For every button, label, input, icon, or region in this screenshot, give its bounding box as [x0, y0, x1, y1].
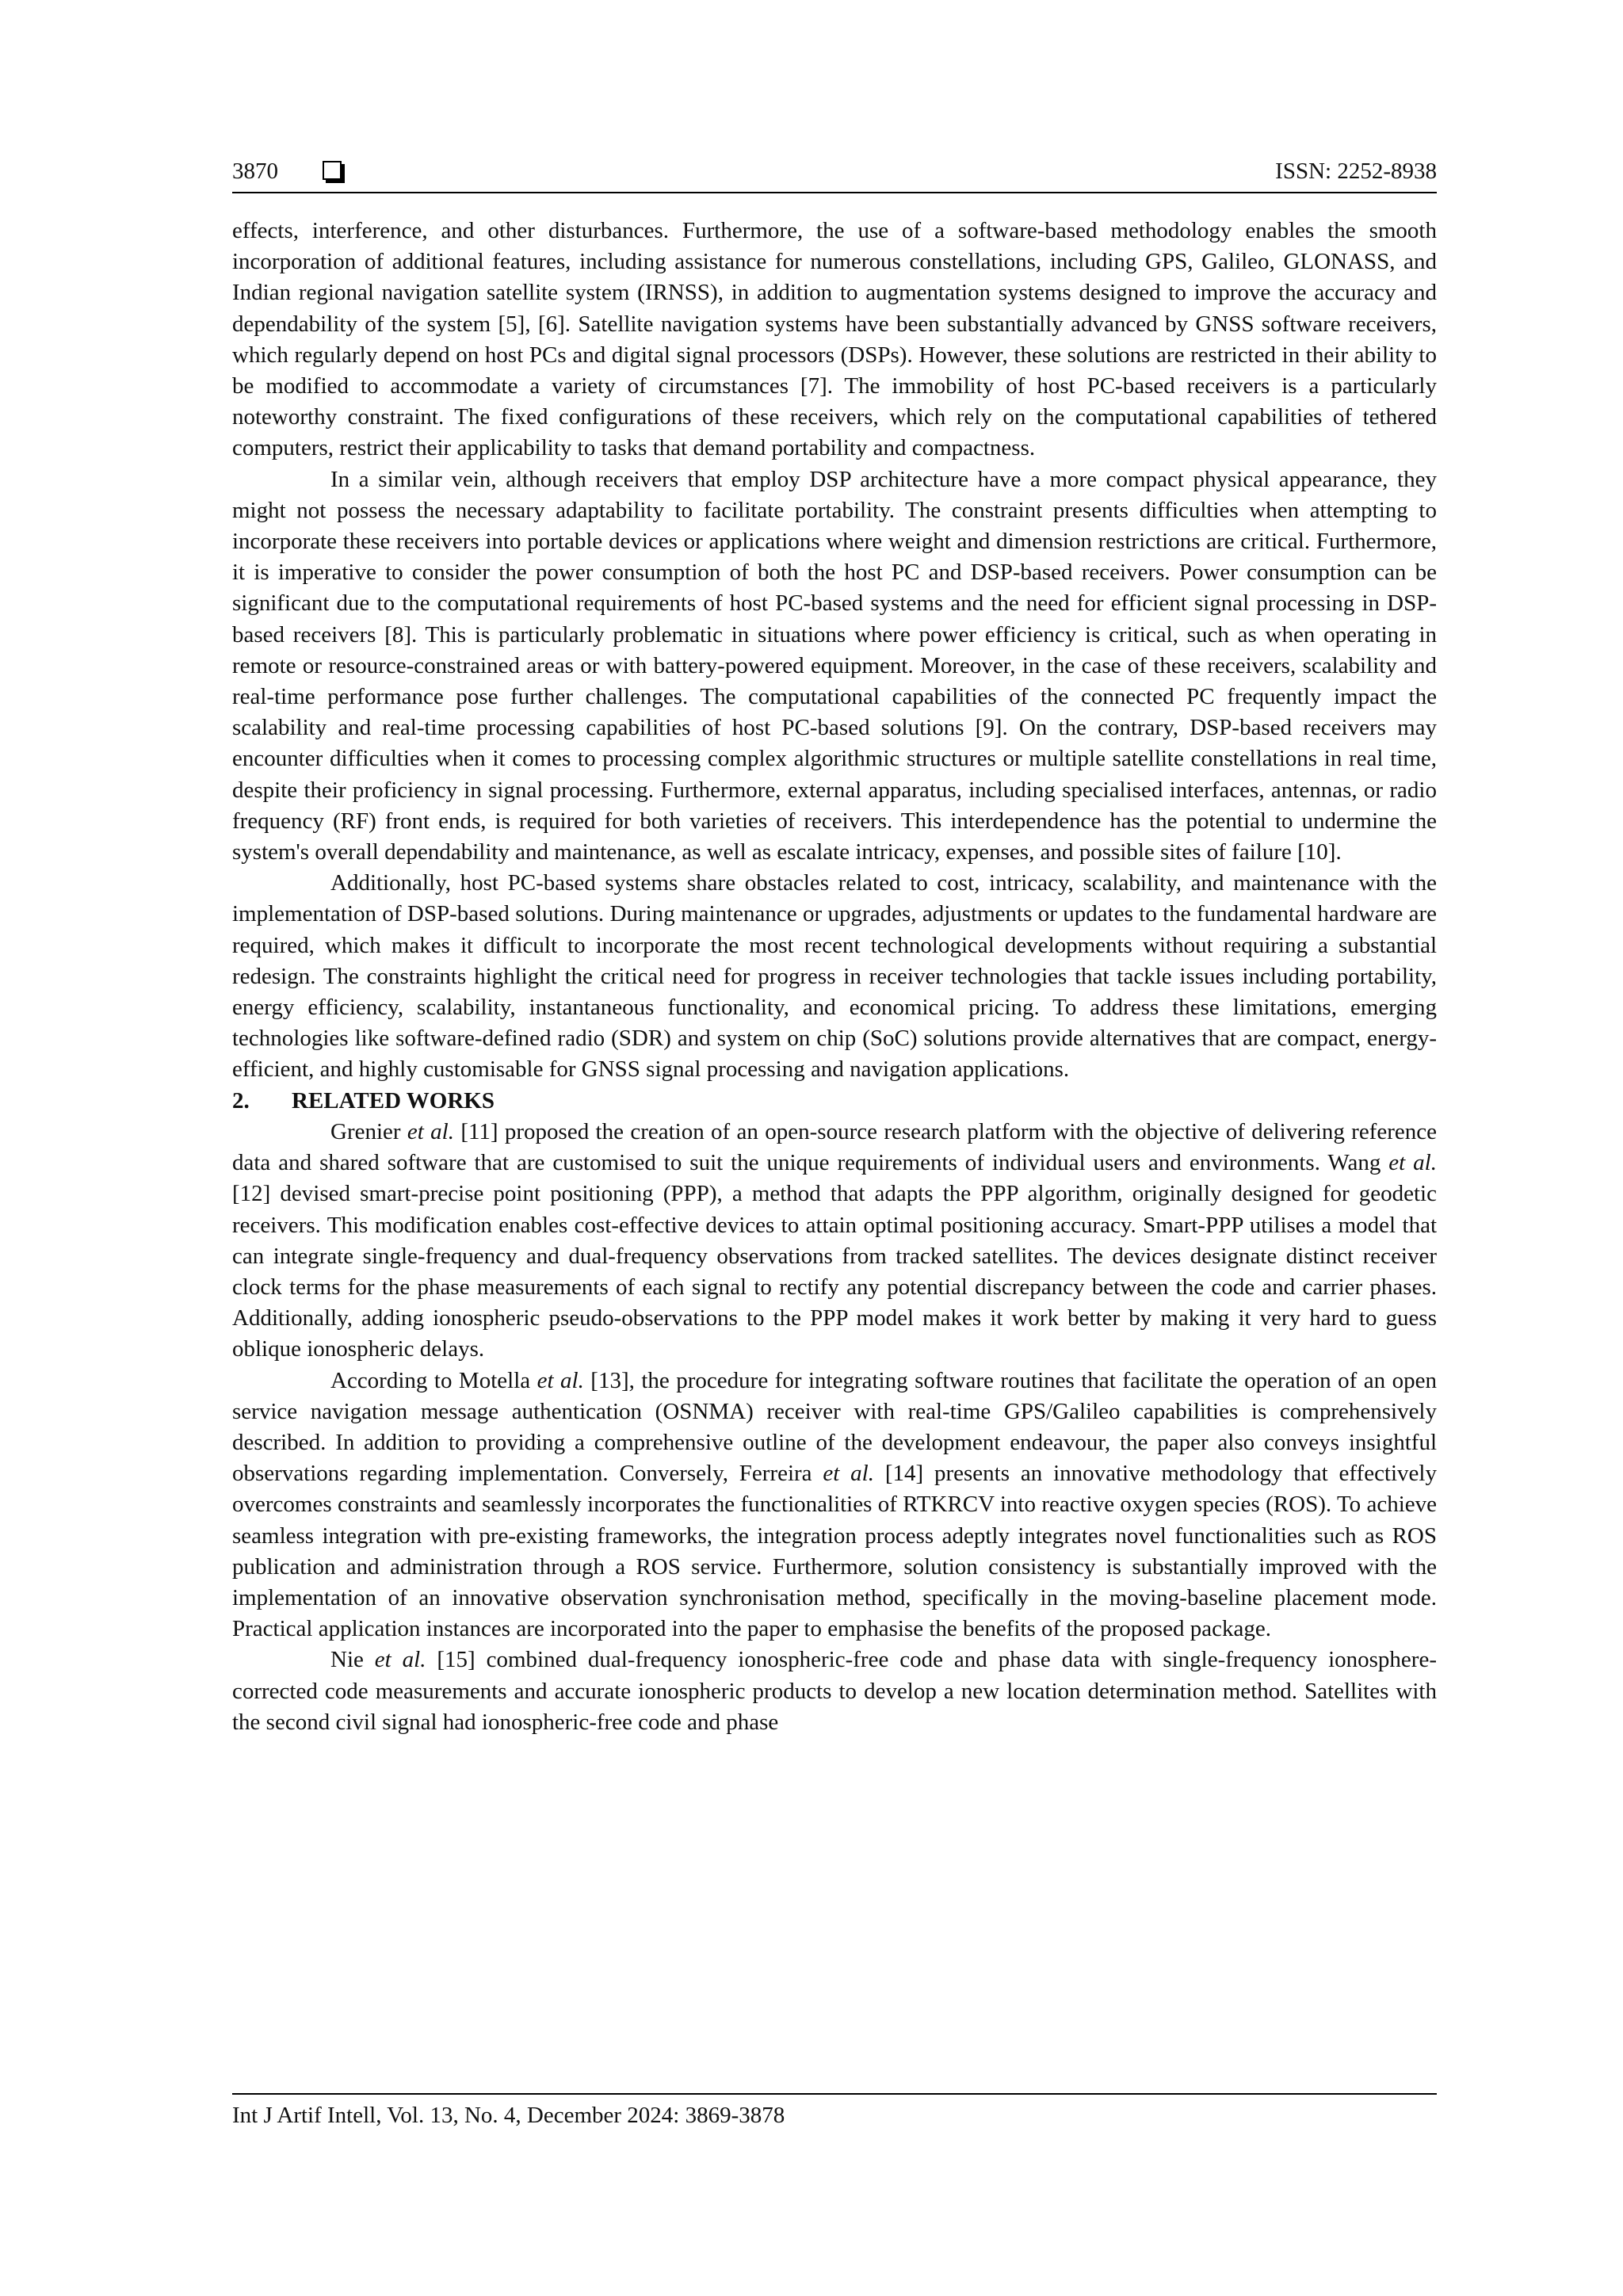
paragraph-2: In a similar vein, although receivers that employ DSP architecture have a more compact physical appearance, they might not possess the necessary adaptability to facilitate portability. The constraint presents difficulties when attempting to incorporate these receivers into portable devices or applications where weight and dimension restrictions are critical. Furthermore, it is imperative to consider the power consumption of both the host PC and DSP-based receivers. Power consumption can be significant due to the computational requirements of host PC-based systems and the need for efficient signal processing in DSP-based receivers [8]. This is particularly problematic in situations where power efficiency is critical, such as when operating in remote or resource-constrained areas or with battery-powered equipment. Moreover, in the case of these receivers, scalability and real-time performance pose further challenges. The computational capabilities of the connected PC frequently impact the scalability and real-time processing capabilities of host PC-based solutions [9]. On the contrary, DSP-based receivers may encounter difficulties when it comes to processing complex algorithmic structures or multiple satellite constellations in real time, despite their proficiency in signal processing. Furthermore, external apparatus, including specialised interfaces, antennas, or radio frequency (RF) front ends, is required for both varieties of receivers. This interdependence has the potential to undermine the system's overall dependability and maintenance, as well as escalate intricacy, expenses, and possible sites of failure [10]. — [232, 466, 1437, 865]
square-bullet-icon — [323, 161, 342, 180]
paragraph-1: effects, interference, and other disturbances. Furthermore, the use of a software-based methodology enables the smooth incorporation of additional features, including assistance for numerous constellations, including GPS, Galileo, GLONASS, and Indian regional navigation satellite system (IRNSS), in addition to augmentation systems designed to improve the accuracy and dependability of the system [5], [6]. Satellite navigation systems have been substantially advanced by GNSS software receivers, which regularly depend on host PCs and digital signal processors (DSPs). However, these solutions are restricted in their ability to be modified to accommodate a variety of circumstances [7]. The immobility of host PC-based receivers is a particularly noteworthy constraint. The fixed configurations of these receivers, which rely on the computational capabilities of tethered computers, restrict their applicability to tasks that demand portability and compactness. — [232, 218, 1437, 461]
page-header — [232, 155, 1437, 193]
section-title: RELATED WORKS — [292, 1087, 495, 1114]
section-number: 2. — [232, 1087, 250, 1114]
page-footer — [232, 2093, 1437, 2131]
issn-label: ISSN: 2252-8938 — [1275, 159, 1437, 184]
paragraph-4: Grenier et al. [11] proposed the creation of an open-source research platform with the objective of delivering reference data and shared software that are customised to suit the unique requirements of individual users and environments. Wang et al. [12] devised smart-precise point positioning (PPP), a method that adapts the PPP algorithm, originally designed for geodetic receivers. This modification enables cost-effective devices to attain optimal positioning accuracy. Smart-PPP utilises a model that can integrate single-frequency and dual-frequency observations from tracked satellites. The devices designate distinct receiver clock terms for the phase measurements of each signal to rectify any potential discrepancy between the code and carrier phases. Additionally, adding ionospheric pseudo-observations to the PPP model makes it work better by making it very hard to guess oblique ionospheric delays. — [232, 1118, 1437, 1362]
paragraph-5: According to Motella et al. [13], the procedure for integrating software routines that facilitate the operation of an open service navigation message authentication (OSNMA) receiver with real-time GPS/Galileo capabilities is comprehensively described. In addition to providing a comprehensive outline of the development endeavour, the paper also conveys insightful observations regarding implementation. Conversely, Ferreira et al. [14] presents an innovative methodology that effectively overcomes constraints and seamlessly incorporates the functionalities of RTKRCV into reactive oxygen species (ROS). To achieve seamless integration with pre-existing frameworks, the integration process adeptly integrates novel functionalities such as ROS publication and administration through a ROS service. Furthermore, solution consistency is substantially improved with the implementation of an innovative observation synchronisation method, specifically in the moving-baseline placement mode. Practical application instances are incorporated into the paper to emphasise the benefits of the proposed package. — [232, 1367, 1437, 1642]
paragraph-3: Additionally, host PC-based systems share obstacles related to cost, intricacy, scalability, and maintenance with the implementation of DSP-based solutions. During maintenance or upgrades, adjustments or updates to the fundamental hardware are required, which makes it difficult to incorporate the most recent technological developments without requiring a substantial redesign. The constraints highlight the critical need for progress in receiver technologies that tackle issues including portability, energy efficiency, scalability, instantaneous functionality, and economical pricing. To address these limitations, emerging technologies like software-defined radio (SDR) and system on chip (SoC) solutions provide alternatives that are compact, energy-efficient, and highly customisable for GNSS signal processing and navigation applications. — [232, 870, 1437, 1083]
paragraph-6: Nie et al. [15] combined dual-frequency ionospheric-free code and phase data with single-frequency ionosphere-corrected code measurements and accurate ionospheric products to develop a new location determination method. Satellites with the second civil signal had ionospheric-free code and phase — [232, 1647, 1437, 1735]
journal-citation: Int J Artif Intell, Vol. 13, No. 4, December 2024: 3869-3878 — [232, 2103, 785, 2128]
article-body — [232, 216, 1437, 1738]
page-number: 3870 — [232, 159, 278, 184]
section-heading — [232, 1086, 1437, 1117]
